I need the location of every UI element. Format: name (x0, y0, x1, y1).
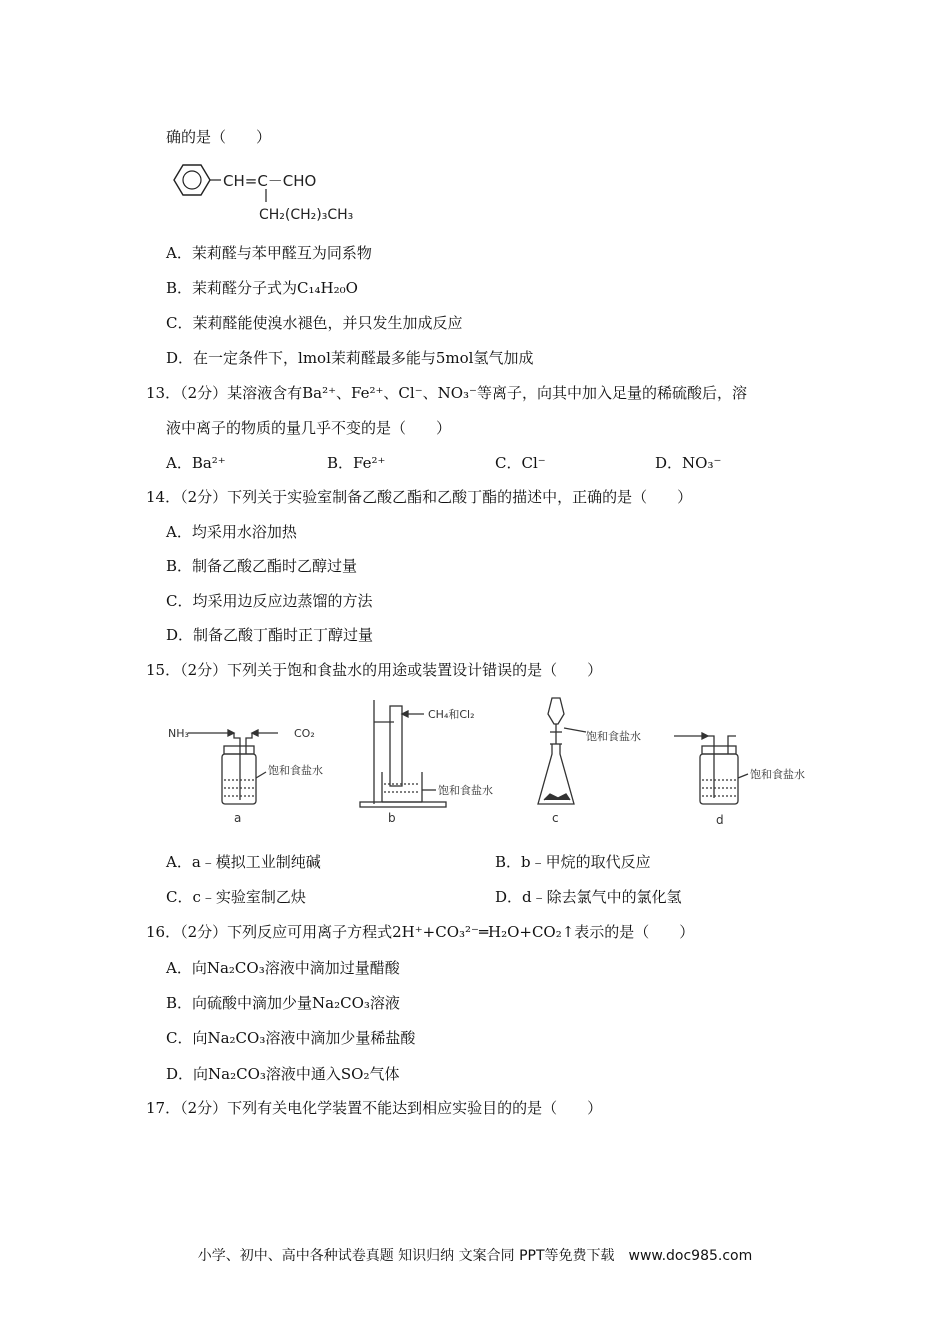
q12-option-a: A．茉莉醛与苯甲醛互为同系物 (166, 244, 372, 262)
q16-option-c: C．向Na₂CO₃溶液中滴加少量稀盐酸 (166, 1029, 416, 1047)
q12-option-d: D．在一定条件下，lmol茉莉醛最多能与5mol氢气加成 (166, 349, 534, 367)
q14-option-b: B．制备乙酸乙酯时乙醇过量 (166, 557, 358, 575)
q16-option-a: A．向Na₂CO₃溶液中滴加过量醋酸 (166, 959, 400, 977)
q14-stem: 14．（2分）下列关于实验室制备乙酸乙酯和乙酸丁酯的描述中，正确的是（ ） (146, 488, 693, 506)
structure-side-chain: CH₂(CH₂)₃CH₃ (259, 207, 354, 223)
apparatus-a-nh3: NH₃ (168, 727, 189, 740)
apparatus-b-brine: 饱和食盐水 (438, 784, 493, 797)
structure-main-chain: CH=C－CHO (223, 172, 317, 190)
apparatus-c (538, 698, 641, 825)
q13-stem-line2: 液中离子的物质的量几乎不变的是（ ） (166, 419, 452, 437)
apparatus-d (674, 733, 805, 827)
q13-option-d: D．NO₃⁻ (655, 454, 722, 472)
q15-option-b: B．b﹣甲烷的取代反应 (495, 853, 651, 871)
q15-option-a: A．a﹣模拟工业制纯碱 (166, 853, 321, 871)
q14-option-a: A．均采用水浴加热 (166, 523, 297, 541)
apparatus-a (168, 727, 323, 825)
q15-stem: 15．（2分）下列关于饱和食盐水的用途或装置设计错误的是（ ） (146, 661, 603, 679)
apparatus-d-label: d (716, 813, 724, 827)
apparatus-b (360, 700, 493, 825)
apparatus-c-brine: 饱和食盐水 (586, 730, 641, 743)
apparatus-a-brine: 饱和食盐水 (268, 764, 323, 777)
q14-option-d: D．制备乙酸丁酯时正丁醇过量 (166, 626, 374, 644)
apparatus-b-label: b (388, 811, 396, 825)
q15-option-d: D．d﹣除去氯气中的氯化氢 (495, 888, 682, 906)
q12-option-c: C．茉莉醛能使溴水褪色，并只发生加成反应 (166, 314, 463, 332)
jasminaldehyde-structure (166, 160, 366, 228)
q12-option-b: B．茉莉醛分子式为C₁₄H₂₀O (166, 279, 358, 297)
q15-apparatus-figure (166, 692, 818, 832)
q13-option-c: C．Cl⁻ (495, 454, 546, 472)
q13-option-b: B．Fe²⁺ (327, 454, 386, 472)
q14-option-c: C．均采用边反应边蒸馏的方法 (166, 592, 373, 610)
q16-stem: 16．（2分）下列反应可用离子方程式2H⁺+CO₃²⁻═H₂O+CO₂↑表示的是（ ） (146, 923, 695, 941)
q16-option-b: B．向硫酸中滴加少量Na₂CO₃溶液 (166, 994, 400, 1012)
apparatus-d-brine: 饱和食盐水 (750, 768, 805, 781)
apparatus-a-co2: CO₂ (294, 727, 315, 740)
apparatus-c-label: c (552, 811, 559, 825)
q17-stem: 17．（2分）下列有关电化学装置不能达到相应实验目的的是（ ） (146, 1099, 603, 1117)
apparatus-a-label: a (234, 811, 242, 825)
q13-option-a: A．Ba²⁺ (166, 454, 226, 472)
apparatus-b-gas: CH₄和Cl₂ (428, 708, 475, 721)
q12-stem-end: 确的是（ ） (166, 128, 272, 146)
q16-option-d: D．向Na₂CO₃溶液中通入SO₂气体 (166, 1065, 400, 1083)
page-footer: 小学、初中、高中各种试卷真题 知识归纳 文案合同 PPT等免费下载 www.doc985.com (197, 1248, 753, 1264)
q13-stem-line1: 13．（2分）某溶液含有Ba²⁺、Fe²⁺、Cl⁻、NO₃⁻等离子，向其中加入足量的稀硫酸后，溶 (146, 384, 747, 402)
q15-option-c: C．c﹣实验室制乙炔 (166, 888, 306, 906)
